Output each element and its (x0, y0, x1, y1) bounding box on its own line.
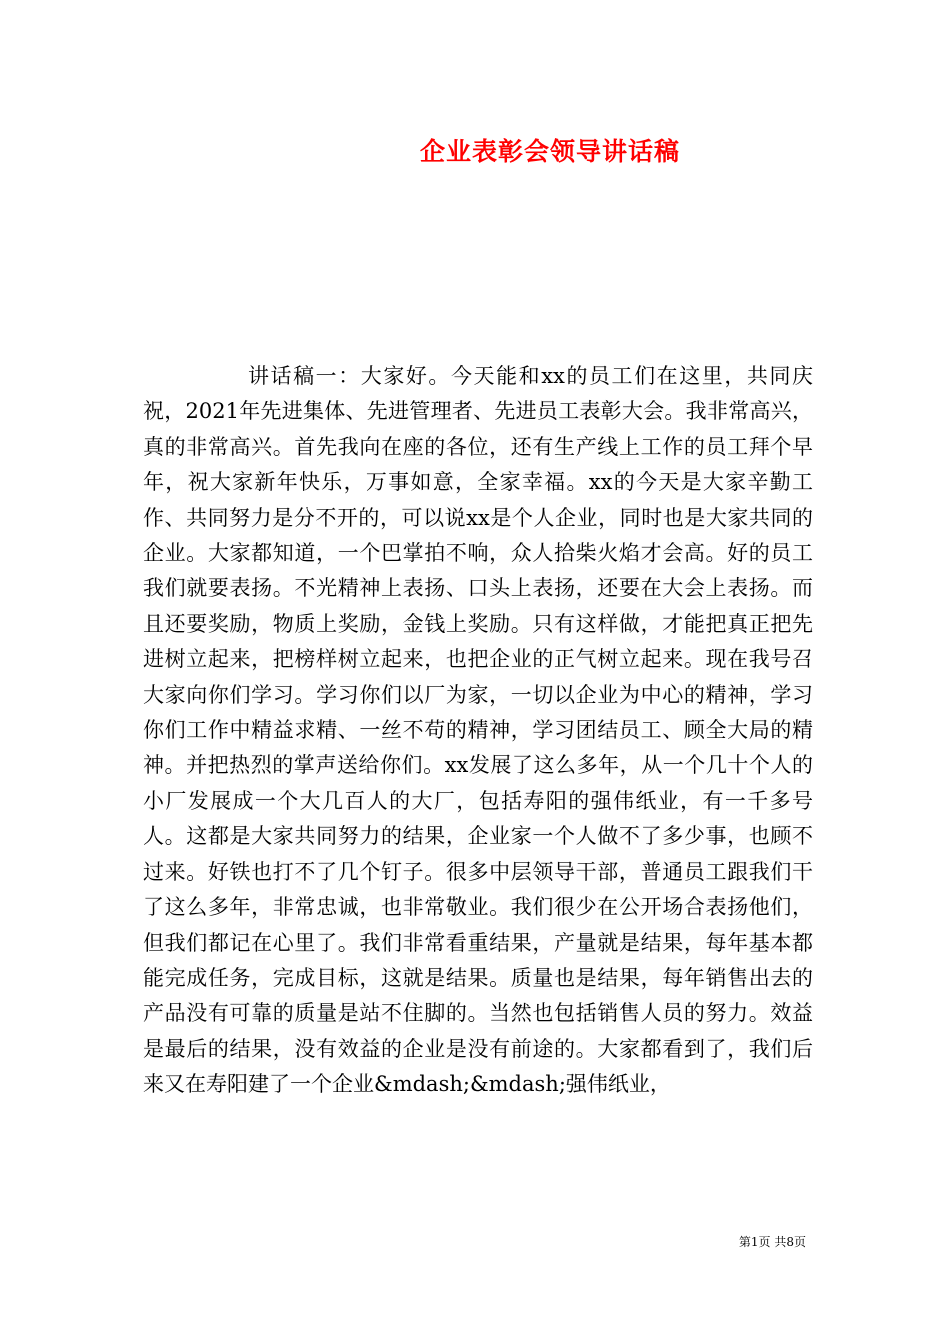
document-title: 企业表彰会领导讲话稿 (419, 137, 680, 166)
document-body-paragraph: 讲话稿一：大家好。今天能和xx的员工们在这里，共同庆祝，2021年先进集体、先进管理者、先进员工表彰大会。我非常高兴，真的非常高兴。首先我向在座的各位，还有生产线上工作的员工拜个早年，祝大家新年快乐，万事如意，全家幸福。xx的今天是大家辛勤工作、共同努力是分不开的，可以说xx是个人企业，同时也是大家共同的企业。大家都知道，一个巴掌拍不响，众人拾柴火焰才会高。好的员工我们就要表扬。不光精神上表扬、口头上表扬，还要在大会上表扬。而且还要奖励，物质上奖励，金钱上奖励。只有这样做，才能把真正把先进树立起来，把榜样树立起来，也把企业的正气树立起来。现在我号召大家向你们学习。学习你们以厂为家，一切以企业为中心的精神，学习你们工作中精益求精、一丝不苟的精神，学习团结员工、顾全大局的精神。并把热烈的掌声送给你们。xx发展了这么多年，从一个几十个人的小厂发展成一个大几百人的大厂，包括寿阳的强伟纸业，有一千多号人。这都是大家共同努力的结果，企业家一个人做不了多少事，也顾不过来。好铁也打不了几个钉子。很多中层领导干部，普通员工跟我们干了这么多年，非常忠诚，也非常敬业。我们很少在公开场合表扬他们，但我们都记在心里了。我们非常看重结果，产量就是结果，每年基本都能完成任务，完成目标，这就是结果。质量也是结果，每年销售出去的产品没有可靠的质量是站不住脚的。当然也包括销售人员的努力。效益是最后的结果，没有效益的企业是没有前途的。大家都看到了，我们后来又在寿阳建了一个企业&mdash;&mdash;强伟纸业， (143, 364, 813, 1097)
page-number-footer: 第1页 共8页 (738, 1235, 806, 1249)
